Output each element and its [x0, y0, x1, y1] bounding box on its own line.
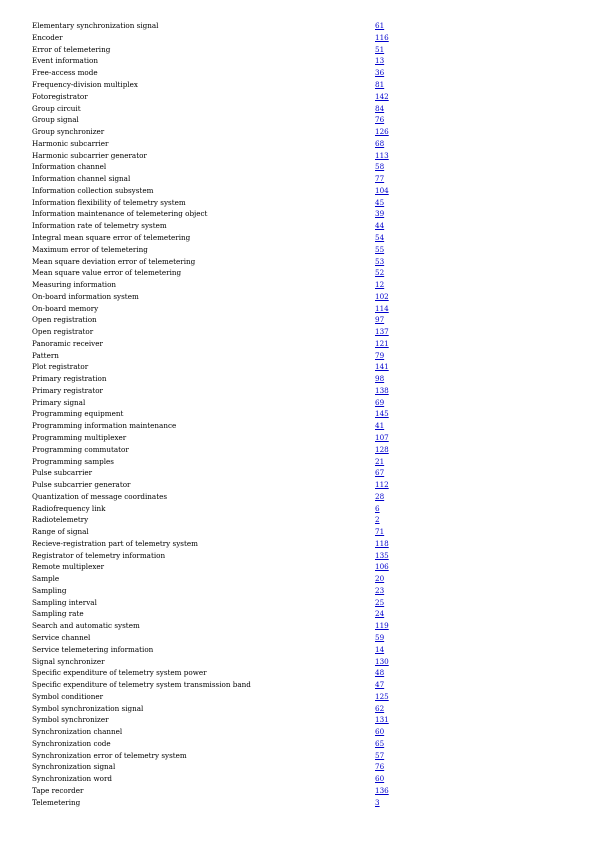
- index-entry: [32, 91, 412, 103]
- index-term: Recieve-registration part of telemetry system: [32, 538, 198, 548]
- index-entry: [32, 456, 412, 468]
- index-entry: [32, 726, 412, 738]
- index-term: Mean square deviation error of telemetering: [32, 256, 196, 266]
- page-reference-link[interactable]: 121: [375, 338, 389, 348]
- page-reference-link[interactable]: 137: [375, 327, 389, 337]
- index-term: Symbol synchronization signal: [32, 703, 144, 713]
- page-reference-link[interactable]: 102: [375, 291, 389, 301]
- index-term: Programming commutator: [32, 444, 129, 454]
- index-term: Information maintenance of telemetering object: [32, 209, 208, 219]
- page-reference-link[interactable]: 20: [375, 574, 385, 584]
- index-entry: [32, 444, 412, 456]
- index-entry: [32, 244, 412, 256]
- page-reference-link[interactable]: 58: [375, 162, 385, 172]
- index-entry: [32, 20, 412, 32]
- index-term: Information collection subsystem: [32, 185, 154, 195]
- page-reference-link[interactable]: 125: [375, 691, 389, 701]
- page-reference-link[interactable]: 126: [375, 127, 389, 137]
- index-entry: [32, 467, 412, 479]
- index-term: Pulse subcarrier generator: [32, 480, 131, 490]
- index-entry: [32, 561, 412, 573]
- page-reference-link[interactable]: 84: [375, 103, 385, 113]
- index-term: Range of signal: [32, 527, 89, 537]
- page-reference-link[interactable]: 138: [375, 385, 389, 395]
- page-reference-link[interactable]: 52: [375, 268, 385, 278]
- index-term: Service telemetering information: [32, 644, 154, 654]
- page-reference-link[interactable]: 25: [375, 597, 385, 607]
- index-entry: [32, 620, 412, 632]
- page-reference-link[interactable]: 48: [375, 668, 385, 678]
- index-term: Sampling interval: [32, 597, 97, 607]
- page-reference-link[interactable]: 113: [375, 150, 389, 160]
- page-reference-link[interactable]: 104: [375, 185, 389, 195]
- index-term: Information flexibility of telemetry system: [32, 197, 186, 207]
- index-entry: [32, 326, 412, 338]
- page-reference-link[interactable]: 51: [375, 44, 385, 54]
- index-term: Harmonic subcarrier generator: [32, 150, 147, 160]
- index-term: Primary registrator: [32, 385, 103, 395]
- page-reference-link[interactable]: 36: [375, 68, 385, 78]
- page-reference-link[interactable]: 47: [375, 680, 385, 690]
- index-entry: [32, 503, 412, 515]
- index-term: Frequency-division multiplex: [32, 80, 138, 90]
- page-reference-link[interactable]: 54: [375, 232, 385, 242]
- index-entry: [32, 279, 412, 291]
- index-term: Fotoregistrator: [32, 91, 88, 101]
- index-term: Elementary synchronization signal: [32, 21, 159, 31]
- page-reference-link[interactable]: 79: [375, 350, 385, 360]
- page-reference-link[interactable]: 141: [375, 362, 389, 372]
- index-term: Synchronization signal: [32, 762, 116, 772]
- index-term: Group synchronizer: [32, 127, 105, 137]
- index-term: Information rate of telemetry system: [32, 221, 167, 231]
- index-term: Maximum error of telemetering: [32, 244, 148, 254]
- index-entry: [32, 185, 412, 197]
- index-term: Sampling rate: [32, 609, 84, 619]
- page-reference-link[interactable]: 67: [375, 468, 385, 478]
- page-reference-link[interactable]: 81: [375, 80, 385, 90]
- index-term: Synchronization channel: [32, 727, 123, 737]
- index-entry: [32, 373, 412, 385]
- page-reference-link[interactable]: 28: [375, 491, 385, 501]
- index-entry: [32, 526, 412, 538]
- page-reference-link[interactable]: 45: [375, 197, 385, 207]
- index-term: Symbol synchronizer: [32, 715, 109, 725]
- page-reference-link[interactable]: 3: [375, 797, 380, 807]
- index-entry: [32, 738, 412, 750]
- index-entry: [32, 785, 412, 797]
- index-entry: [32, 667, 412, 679]
- index-term: Primary registration: [32, 374, 107, 384]
- index-list: [32, 20, 412, 808]
- index-term: Event information: [32, 56, 98, 66]
- index-term: Sample: [32, 574, 60, 584]
- page-reference-link[interactable]: 135: [375, 550, 389, 560]
- page-reference-link[interactable]: 131: [375, 715, 389, 725]
- index-term: Pulse subcarrier: [32, 468, 93, 478]
- index-entry: [32, 432, 412, 444]
- index-term: Error of telemetering: [32, 44, 111, 54]
- index-entry: [32, 397, 412, 409]
- page-reference-link[interactable]: 71: [375, 527, 385, 537]
- index-term: Group circuit: [32, 103, 81, 113]
- page-reference-link[interactable]: 65: [375, 738, 385, 748]
- index-entry: [32, 114, 412, 126]
- page-reference-link[interactable]: 62: [375, 703, 385, 713]
- index-term: Radiofrequency link: [32, 503, 106, 513]
- index-term: Programming equipment: [32, 409, 124, 419]
- index-entry: [32, 514, 412, 526]
- index-entry: [32, 491, 412, 503]
- index-entry: [32, 385, 412, 397]
- index-term: Tape recorder: [32, 785, 84, 795]
- index-entry: [32, 773, 412, 785]
- page-reference-link[interactable]: 21: [375, 456, 385, 466]
- index-entry: [32, 67, 412, 79]
- index-entry: [32, 573, 412, 585]
- page-reference-link[interactable]: 12: [375, 280, 385, 290]
- index-entry: [32, 703, 412, 715]
- index-entry: [32, 220, 412, 232]
- index-term: Service channel: [32, 633, 91, 642]
- index-entry: [32, 479, 412, 491]
- index-term: On-board memory: [32, 303, 99, 313]
- index-entry: [32, 314, 412, 326]
- page-reference-link[interactable]: 24: [375, 609, 385, 619]
- index-entry: [32, 291, 412, 303]
- index-term: Radiotelemetry: [32, 515, 89, 525]
- index-entry: [32, 644, 412, 656]
- index-entry: [32, 761, 412, 773]
- page-reference-link[interactable]: 69: [375, 397, 385, 407]
- page-reference-link[interactable]: 112: [375, 480, 389, 490]
- index-entry: [32, 208, 412, 220]
- index-term: On-board information system: [32, 291, 139, 301]
- index-entry: [32, 585, 412, 597]
- index-entry: [32, 150, 412, 162]
- index-term: Programming samples: [32, 456, 114, 466]
- index-entry: [32, 173, 412, 185]
- index-term: Harmonic subcarrier: [32, 138, 109, 148]
- index-term: Measuring information: [32, 280, 117, 290]
- index-entry: [32, 138, 412, 150]
- page-reference-link[interactable]: 55: [375, 244, 385, 254]
- page-reference-link[interactable]: 2: [375, 515, 380, 525]
- page-reference-link[interactable]: 107: [375, 432, 389, 442]
- index-entry: [32, 126, 412, 138]
- index-term: Remote multiplexer: [32, 562, 105, 572]
- index-entry: [32, 197, 412, 209]
- index-term: Specific expenditure of telemetry system power: [32, 668, 207, 678]
- index-term: Mean square value error of telemetering: [32, 268, 182, 278]
- page-reference-link[interactable]: 60: [375, 727, 385, 737]
- index-entry: [32, 656, 412, 668]
- index-entry: [32, 232, 412, 244]
- index-term: Programming information maintenance: [32, 421, 177, 431]
- index-term: Signal synchronizer: [32, 656, 105, 666]
- page-reference-link[interactable]: 39: [375, 209, 385, 219]
- index-entry: [32, 303, 412, 315]
- index-term: Open registrator: [32, 327, 94, 337]
- page-reference-link[interactable]: 61: [375, 21, 385, 31]
- index-entry: [32, 408, 412, 420]
- index-term: Information channel: [32, 162, 107, 172]
- index-term: Free-access mode: [32, 68, 98, 78]
- page-reference-link[interactable]: 98: [375, 374, 385, 384]
- page-reference-link[interactable]: 44: [375, 221, 385, 231]
- index-entry: [32, 44, 412, 56]
- index-term: Telemetering: [32, 797, 81, 807]
- index-term: Specific expenditure of telemetry system transmission band: [32, 680, 251, 690]
- page-reference-link[interactable]: 76: [375, 115, 385, 125]
- page-reference-link[interactable]: 128: [375, 444, 389, 454]
- index-term: Quantization of message coordinates: [32, 491, 168, 501]
- page-reference-link[interactable]: 116: [375, 32, 389, 42]
- index-term: Search and automatic system: [32, 621, 140, 631]
- index-entry: [32, 597, 412, 609]
- index-entry: [32, 267, 412, 279]
- index-entry: [32, 538, 412, 550]
- index-term: Symbol conditioner: [32, 691, 104, 701]
- page-reference-link[interactable]: 14: [375, 644, 385, 654]
- index-entry: [32, 161, 412, 173]
- index-term: Integral mean square error of telemetering: [32, 232, 191, 242]
- index-term: Primary signal: [32, 397, 86, 407]
- page-reference-link[interactable]: 57: [375, 750, 385, 760]
- page-reference-link[interactable]: 106: [375, 562, 389, 572]
- page-reference-link[interactable]: 13: [375, 56, 385, 66]
- page-reference-link[interactable]: 145: [375, 409, 389, 419]
- page-reference-link[interactable]: 136: [375, 785, 389, 795]
- index-term: Open registration: [32, 315, 97, 325]
- index-entry: [32, 750, 412, 762]
- index-entry: [32, 420, 412, 432]
- index-term: Synchronization word: [32, 774, 112, 784]
- page-reference-link[interactable]: 97: [375, 315, 385, 325]
- index-entry: [32, 714, 412, 726]
- page-reference-link[interactable]: 77: [375, 174, 385, 184]
- page-reference-link[interactable]: 114: [375, 303, 389, 313]
- index-entry: [32, 632, 412, 644]
- index-entry: [32, 691, 412, 703]
- page-reference-link[interactable]: 41: [375, 421, 385, 431]
- index-term: Synchronization code: [32, 738, 111, 748]
- page-reference-link[interactable]: 130: [375, 656, 389, 666]
- index-term: Encoder: [32, 32, 63, 42]
- index-entry: [32, 32, 412, 44]
- index-entry: [32, 679, 412, 691]
- index-term: Information channel signal: [32, 174, 131, 184]
- page-reference-link[interactable]: 6: [375, 503, 380, 513]
- index-entry: [32, 797, 412, 809]
- page-reference-link[interactable]: 23: [375, 585, 385, 595]
- index-term: Group signal: [32, 115, 79, 125]
- index-entry: [32, 361, 412, 373]
- page-reference-link[interactable]: 59: [375, 633, 385, 642]
- index-entry: [32, 338, 412, 350]
- page-reference-link[interactable]: 68: [375, 138, 385, 148]
- index-entry: [32, 103, 412, 115]
- index-term: Sampling: [32, 585, 67, 595]
- page-reference-link[interactable]: 142: [375, 91, 389, 101]
- index-term: Synchronization error of telemetry system: [32, 750, 187, 760]
- index-term: Plot registrator: [32, 362, 89, 372]
- index-term: Programming multiplexer: [32, 432, 127, 442]
- index-entry: [32, 55, 412, 67]
- index-entry: [32, 350, 412, 362]
- index-entry: [32, 550, 412, 562]
- index-term: Registrator of telemetry information: [32, 550, 166, 560]
- index-entry: [32, 79, 412, 91]
- page-reference-link[interactable]: 76: [375, 762, 385, 772]
- page-reference-link[interactable]: 53: [375, 256, 385, 266]
- page-reference-link[interactable]: 118: [375, 538, 389, 548]
- index-term: Pattern: [32, 350, 59, 360]
- page-reference-link[interactable]: 60: [375, 774, 385, 784]
- page-reference-link[interactable]: 119: [375, 621, 389, 631]
- index-entry: [32, 256, 412, 268]
- index-term: Panoramic receiver: [32, 338, 103, 348]
- index-entry: [32, 608, 412, 620]
